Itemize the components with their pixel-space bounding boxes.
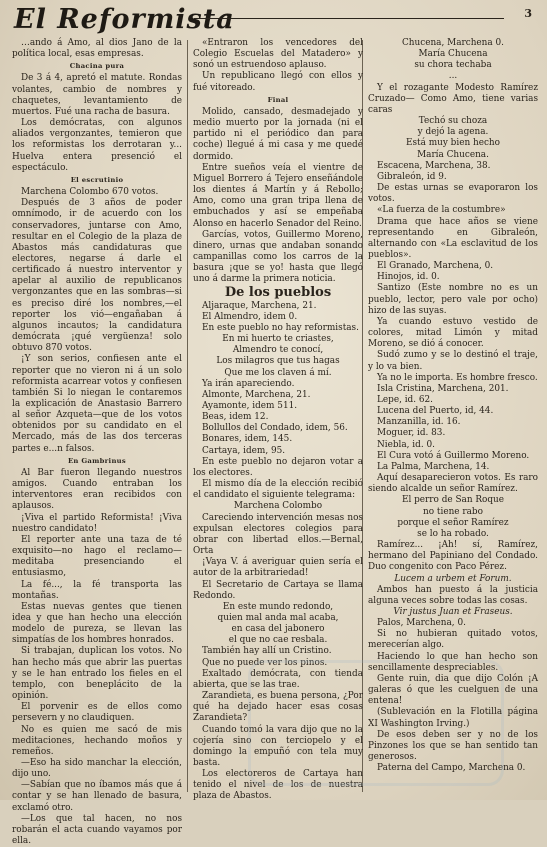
verse-line: Chucena, Marchena 0. [402, 38, 504, 48]
verse-line: María Chucena [418, 49, 488, 60]
paragraph: Niebla, id. 0. [377, 439, 435, 450]
paragraph: Aljaraque, Marchena, 21. [202, 300, 317, 311]
verse-line: Que me los claven á mí. [224, 367, 332, 378]
paragraph: Almonte, Marchena, 21. [202, 389, 311, 400]
masthead: El Reformista [14, 4, 235, 35]
paragraph: Si trabajan, duplican los votos. No han hecho más que abrir las puertas y se le han entrado los fieles en el templo, con beneplácito de la opinión. [12, 646, 182, 702]
verse-line: no tiene rabo [423, 506, 483, 517]
column-1 [12, 38, 182, 847]
paragraph: Molido, cansado, desmadejado y medio muerto por la jornada (ni el partido ni el periódico dan para coche) llegué á mi casa y me quedé dormido. [193, 106, 363, 162]
paragraph: En este pueblo no dejaron votar a los electores. [193, 456, 363, 478]
paragraph: De estas urnas se evaporaron los votos. [368, 183, 538, 205]
column-divider [187, 40, 188, 792]
paragraph: La Palma, Marchena, 14. [377, 461, 490, 472]
verse-line: porque el señor Ramírez [397, 517, 509, 528]
paragraph: La fé..., la fé transporta las montañas. [12, 579, 182, 601]
paragraph: Que no puede ver los pinos. [202, 657, 328, 668]
verse-line: El perro de San Roque [401, 495, 505, 506]
section-title: De los pueblos [224, 285, 332, 301]
paragraph: Haciendo lo que han hecho son sencillamente despreciables. [368, 651, 538, 673]
paragraph: También hay allí un Cristino. [202, 646, 332, 657]
paragraph: Entre sueños veía el vientre de Miguel Borrero á Tejero enseñándole los dientes á Martín y á Rebollo; Amo, como una gran tripa llena de embuchados y así se empeñaba Alonso en hacerlo Senador del Reino. [193, 162, 363, 229]
paragraph: Palos, Marchena, 0. [377, 618, 466, 629]
section-heading: Chacina pura [69, 62, 125, 71]
verse-line: En este mundo redondo, [222, 601, 334, 612]
section-heading: El escrutinio [70, 175, 124, 184]
paragraph: Ya cuando estuvo vestido de colores, mitad Limón y mitad Moreno, se dió á conocer. [368, 316, 538, 350]
paragraph: ¡Viva el partido Reformista! ¡Viva nuestro candidato! [12, 512, 182, 534]
section-heading: En Gambrinus [67, 456, 127, 465]
paragraph: En este pueblo no hay reformistas. [202, 322, 359, 333]
paragraph: Bonares, idem, 145. [202, 434, 293, 445]
paragraph: El porvenir es de ellos como persevern y no claudiquen. [12, 702, 182, 724]
paragraph: Sudó zumo y se lo destinó el traje, y lo va bien. [368, 350, 538, 372]
verse-line: su chora techaba [414, 60, 492, 71]
paragraph: De 3 á 4, apretó el matute. Rondas volantes, cambio de nombres y chaquetes, levantamiento de muertos. Fué una racha de basura. [12, 73, 182, 117]
paragraph: «Entraron los vencedores del Colegio Escuelas del Matadero» y sonó un estruendoso aplauso. [193, 38, 363, 71]
paragraph: ¡Y son serios, confiesen ante el reporter que no vieron ni á un solo reformista acarrear votos y confiesen también Si lo niegan le contaremos la explicación de Anastasio Barrero al señor Azqueta—que de los votos obtenidos por su candidato en el Mercado, más de las dos terceras partes e...n falsos. [12, 354, 182, 454]
paragraph: Marchena Colombo 670 votos. [21, 187, 159, 198]
paragraph: Lepe, id. 62. [377, 395, 433, 405]
column-3 [368, 38, 538, 794]
paragraph: —Sabían que no íbamos más que á contar y se han llenado de basura, exclamó otro. [12, 780, 182, 813]
paragraph: Gente ruin, dia que dijo Colón ¡A galeras ó que les cuelguen de una entena! [368, 673, 538, 707]
paragraph: ¡Vaya V. á averiguar quien sería el autor de la arbitrariedad! [193, 557, 363, 579]
paragraph: Garcías, votos, Guillermo Moreno, dinero, urnas que andaban sonando campanillas como los carros de la basura ¡que se yo! hasta que llegó uno á darme la primera noticia. [193, 229, 363, 285]
paragraph: «La fuerza de la costumbre» [377, 205, 506, 216]
paragraph: Ya irán apareciendo. [202, 378, 295, 389]
column-2 [193, 38, 363, 802]
paragraph: Bollullos del Condado, idem, 56. [202, 423, 348, 434]
paragraph: Gibraleón, id 9. [377, 171, 447, 182]
paragraph: Lucena del Puerto, id, 44. [377, 406, 494, 417]
paragraph: El Granado, Marchena, 0. [377, 261, 494, 272]
verse-line: y dejó la agena. [417, 127, 489, 138]
verse-line: el que no cae resbala. [228, 635, 328, 646]
paragraph: Manzanilla, id. 16. [377, 417, 461, 428]
verse-line: Está muy bien hecho [406, 138, 500, 149]
latin-line: Vir justus Juan et Fraseus. [393, 606, 513, 617]
paragraph: Cuando tomó la vara dijo que no la cojería sino con terciopelo y el domingo la empuñó con tela muy basta. [193, 724, 363, 768]
verse-line: Marchena Colombo [233, 501, 323, 512]
latin-line: Lucem a urbem et Forum. [394, 573, 512, 584]
paragraph: Y el rozagante Modesto Ramírez Cruzado— Como Amo, tiene varias caras [368, 82, 538, 115]
paragraph: Exaltado demócrata, con tienda abierta, que se las trae. [193, 668, 363, 690]
paragraph: El reporter ante una taza de té exquisito—no hago el reclamo—meditaba presenciando el entusiasmo, [12, 534, 182, 579]
page-number: 3 [524, 7, 532, 20]
paragraph: Los demócratas, con algunos aliados vergonzantes, temieron que los reformistas los derrotaran y... Huelva entera presenció el espectáculo. [12, 118, 182, 173]
paragraph: Un republicano llegó con ellos y fué vitoreado. [193, 71, 363, 93]
verse-line: quien mal anda mal acaba, [217, 612, 339, 623]
paragraph: Al Bar fueron llegando nuestros amigos. Cuando entraban los interventores eran recibidos con aplausos. [12, 467, 182, 512]
paragraph: Careciendo intervención mesas nos expulsan electores colegios para obrar con libertad ellos.—Bernal, Orta [193, 512, 363, 557]
paragraph: (Sublevación en la Flotilla página XI Washington Irving.) [368, 707, 538, 729]
paragraph: Drama que hace años se viene representando en Gibraleón, alternando con «La esclavitud de los pueblos». [368, 216, 538, 260]
verse-line: en casa del jabonero [231, 624, 325, 635]
paragraph: Paterna del Campo, Marchena 0. [377, 763, 526, 774]
paragraph: Ayamonte, idem 511. [202, 401, 298, 411]
paragraph: Beas, idem 12. [202, 412, 269, 423]
paragraph: El mismo día de la elección recibió el candidato el siguiente telegrama: [193, 479, 363, 501]
paragraph: Isla Cristina, Marchena, 201. [377, 383, 509, 394]
paragraph: Ramírez... ¡Ah! sí, Ramírez, hermano del Papiniano del Condado. Duo congenito con Paco Pérez. [368, 540, 538, 573]
paragraph: —Eso ha sido manchar la elección, dijo uno. [12, 758, 182, 780]
paragraph: El Cura votó á Guillermo Moreno. [377, 450, 530, 461]
paragraph: Zarandieta, es buena persona, ¿Por qué ha dejado hacer esas cosas Zarandieta? [193, 691, 363, 724]
paragraph: De esos deben ser y no de los Pinzones los que se han sentido tan generosos. [368, 729, 538, 762]
paragraph: El Almendro, idem 0. [202, 311, 298, 322]
paragraph: Después de 3 años de poder omnímodo, ir de acuerdo con los conservadores, juntarse con Amo, resultar en el Colegio de la plaza de Abastos más candidaturas que electores, negarse á darle el certificado á nuestro interventor y apelar al auxilio de republicanos vergonzantes que en las sombras—si es preciso diré los nombres,—el reporter los vió—engañaban á algunos incautos; la candidatura demócrata ¡qué vergüenza! solo obtuvo 870 votos. [12, 198, 182, 354]
paragraph: El Secretario de Cartaya se llama Redondo. [193, 579, 363, 601]
paragraph: Cartaya, idem, 95. [202, 445, 286, 456]
paragraph: Hinojos, id. 0. [377, 272, 440, 283]
paragraph: Santizo (Este nombre no es un pueblo, lector, pero vale por ocho) hizo de las suyas. [368, 283, 538, 316]
verse-line: Techó su choza [418, 116, 488, 127]
masthead-rule [194, 18, 504, 19]
paragraph: —Los que tal hacen, no nos robarán el acta cuando vayamos por ella. [12, 813, 182, 847]
paragraph: Ambos han puesto á la justicia alguna veces sobre todas las cosas. [368, 584, 538, 606]
paragraph: Los electoreros de Cartaya han tenido el nivel de los de nuestra plaza de Abastos. [193, 769, 363, 802]
paragraph: No es quien me sacó de mis meditaciones, hechando moños y remeños. [12, 724, 182, 757]
paragraph: Ya no le importa. Es hombre fresco. [377, 372, 538, 383]
paragraph: Estas nuevas gentes que tienen idea y que han hecho una elección modelo de pureza, se llevan las simpatías de los hombres honrados. [12, 601, 182, 646]
paragraph: …ando á Amo, al dios Jano de la política local, esas empresas. [12, 38, 182, 60]
paragraph: Moguer, id. 83. [377, 428, 446, 439]
paragraph: Si no hubieran quitado votos, merecerían algo. [368, 629, 538, 651]
verse-line: María Chucena. [417, 149, 489, 160]
verse-line: En mi huerto te criastes, [222, 334, 334, 345]
paragraph: Aquí desaparecieron votos. Es raro siendo alcalde un señor Ramírez. [368, 473, 538, 495]
verse-line: se lo ha robado. [417, 528, 489, 539]
section-heading: Final [267, 95, 289, 104]
verse-line: Los milagros que tus hagas [216, 356, 340, 367]
paragraph: Escacena, Marchena, 38. [377, 160, 491, 171]
page-header [8, 4, 538, 38]
verse-line: Almendro te conocí, [232, 345, 324, 356]
verse-line: ... [448, 71, 458, 82]
